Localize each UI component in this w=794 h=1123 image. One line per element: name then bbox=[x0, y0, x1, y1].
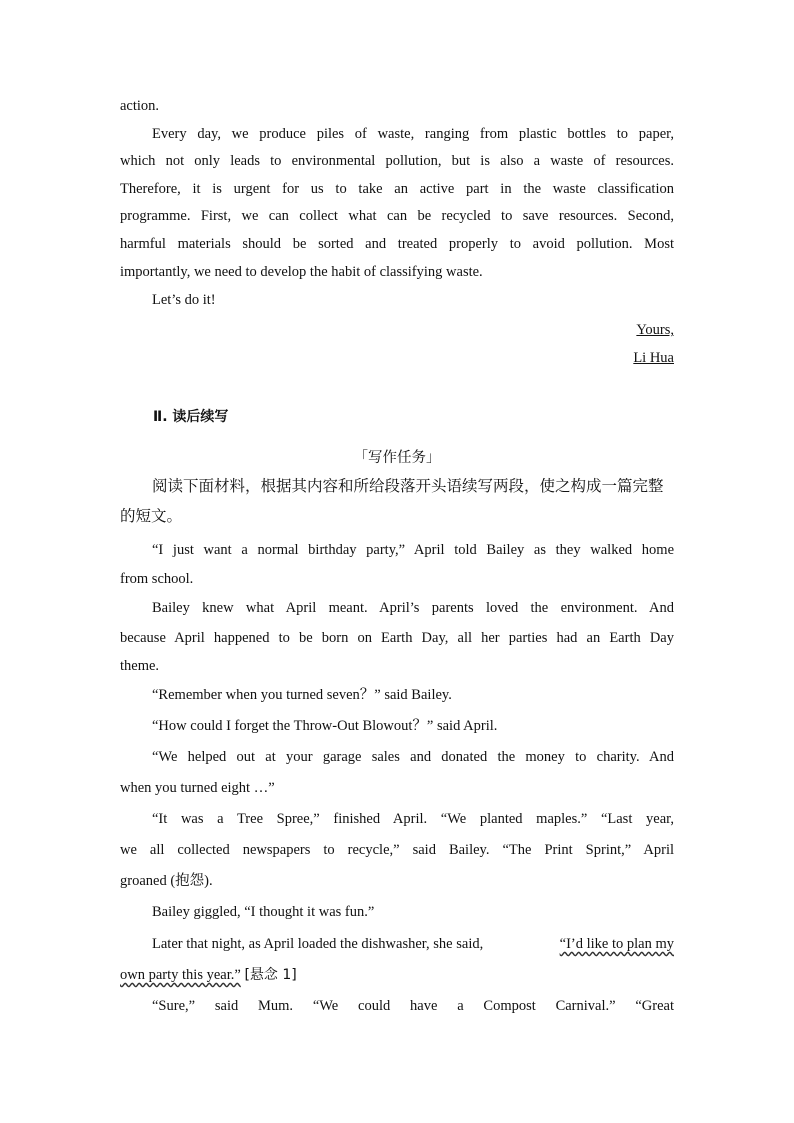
letter-line: Every day, we produce piles of waste, ranging from plastic bottles to paper, bbox=[152, 126, 674, 142]
story-line: because April happened to be born on Earth Day, all her parties had an Earth Day bbox=[120, 630, 674, 646]
section-heading: Ⅱ. 读后续写 bbox=[153, 409, 229, 425]
suspense-underline: own party this year.” bbox=[120, 967, 241, 983]
instruction-line: 的短文。 bbox=[120, 507, 183, 525]
story-line bbox=[120, 935, 674, 953]
letter-line: Therefore, it is urgent for us to take an active part in the waste classification bbox=[120, 181, 674, 197]
suspense-marker: [悬念 1] bbox=[244, 967, 297, 983]
story-line: Bailey knew what April meant. April’s parents loved the environment. And bbox=[152, 600, 674, 616]
story-line: from school. bbox=[120, 571, 194, 587]
letter-line: programme. First, we can collect what can be recycled to save resources. Second, bbox=[120, 208, 674, 224]
letter-signature: Li Hua bbox=[633, 350, 674, 366]
letter-line: importantly, we need to develop the habit of classifying waste. bbox=[120, 264, 483, 280]
story-line: we all collected newspapers to recycle,” said Bailey. “The Print Sprint,” April bbox=[120, 842, 674, 858]
story-text: Later that night, as April loaded the dishwasher, she said, bbox=[152, 936, 484, 952]
story-line: “It was a Tree Spree,” finished April. “We planted maples.” “Last year, bbox=[152, 811, 674, 827]
letter-line: which not only leads to environmental pollution, but is also a waste of resources. bbox=[120, 153, 674, 169]
story-line: groaned (抱怨). bbox=[120, 873, 213, 889]
letter-closing: Yours, bbox=[636, 322, 674, 338]
story-line bbox=[120, 966, 297, 984]
task-title: 「写作任务」 bbox=[353, 450, 441, 466]
instruction-line: 阅读下面材料，根据其内容和所给段落开头语续写两段，使之构成一篇完整 bbox=[152, 477, 664, 495]
story-line: Bailey giggled, “I thought it was fun.” bbox=[152, 904, 375, 920]
story-line: theme. bbox=[120, 658, 160, 674]
story-line: “Sure,” said Mum. “We could have a Compost Carnival.” “Great bbox=[152, 998, 674, 1014]
story-line: when you turned eight …” bbox=[120, 780, 275, 796]
suspense-underline: “I’d like to plan my bbox=[559, 936, 674, 952]
story-line: “How could I forget the Throw-Out Blowout？” said April. bbox=[152, 718, 498, 734]
letter-line: Let’s do it! bbox=[152, 292, 216, 308]
story-line: “We helped out at your garage sales and donated the money to charity. And bbox=[152, 749, 674, 765]
story-line: “Remember when you turned seven？” said Bailey. bbox=[152, 687, 452, 703]
story-line: “I just want a normal birthday party,” April told Bailey as they walked home bbox=[152, 542, 674, 558]
letter-line: harmful materials should be sorted and treated properly to avoid pollution. Most bbox=[120, 236, 674, 252]
letter-line: action. bbox=[120, 98, 160, 114]
